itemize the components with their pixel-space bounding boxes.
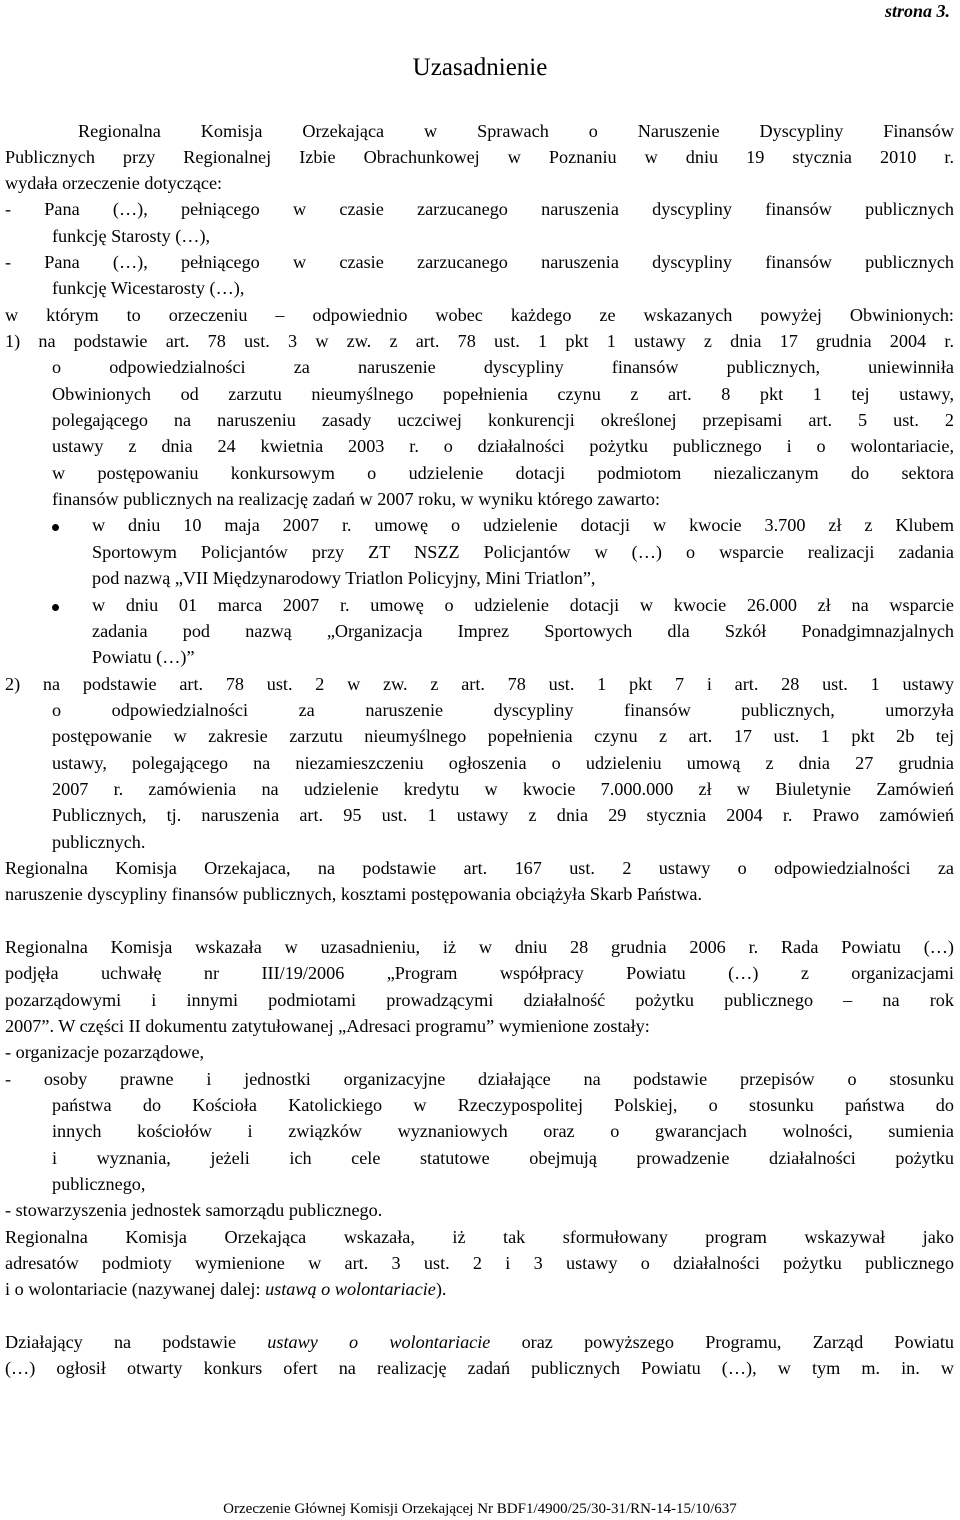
text-line: pod nazwą „VII Międzynarodowy Triatlon Policyjny, Mini Triatlon”, (92, 568, 596, 588)
text-line: - osoby prawne i jednostki organizacyjne działające na podstawie przepisów o stosunku (5, 1069, 954, 1089)
text-line: funkcję Starosty (…), (52, 226, 211, 246)
document-title: Uzasadnienie (412, 54, 548, 81)
text-line: Obwinionych od zarzutu nieumyślnego popełnienia czynu z art. 8 pkt 1 tej ustawy, (52, 384, 954, 404)
text-line: i o wolontariacie (nazywanej dalej: ustawą o wolontariacie). (5, 1279, 447, 1299)
text-line: (…) ogłosił otwarty konkurs ofert na realizację zadań publicznych Powiatu (…), w tym m. in. w (5, 1358, 954, 1378)
text-line: publicznych. (52, 832, 146, 852)
text-line: publicznego, (52, 1174, 146, 1194)
text-line: Publicznych przy Regionalnej Izbie Obrachunkowej w Poznaniu w dniu 19 stycznia 2010 r. (5, 147, 954, 167)
text-line: Regionalna Komisja Orzekająca w Sprawach o Naruszenie Dyscypliny Finansów (78, 121, 954, 141)
bullet-icon (52, 604, 59, 611)
text-line: Publicznych, tj. naruszenia art. 95 ust. 1 ustawy z dnia 29 stycznia 2004 r. Prawo zamówień (52, 805, 954, 825)
text-line: zadania pod nazwą „Organizacja Imprez Sportowych dla Szkół Ponadgimnazjalnych (92, 621, 954, 641)
text-line: i wyznania, jeżeli ich cele statutowe obejmują prowadzenie działalności pożytku (52, 1148, 954, 1168)
text-line: finansów publicznych na realizację zadań w 2007 roku, w wyniku którego zawarto: (52, 489, 661, 509)
bullet-icon (52, 524, 59, 531)
text-line: pozarządowymi i innymi podmiotami prowadzącymi działalność pożytku publicznego – na rok (5, 990, 954, 1010)
text-line: adresatów podmioty wymienione w art. 3 ust. 2 i 3 ustawy o działalności pożytku publicznego (5, 1253, 954, 1273)
text-line: 1) na podstawie art. 78 ust. 3 w zw. z art. 78 ust. 1 pkt 1 ustawy z dnia 17 grudnia 2004 r. (5, 331, 954, 351)
page-number: strona 3. (884, 1, 950, 21)
text-line: 2) na podstawie art. 78 ust. 2 w zw. z art. 78 ust. 1 pkt 7 i art. 28 ust. 1 ustawy (5, 674, 954, 694)
text-line: Regionalna Komisja Orzekajaca, na podstawie art. 167 ust. 2 ustawy o odpowiedzialności za (5, 858, 954, 878)
text-line: Regionalna Komisja Orzekająca wskazała, iż tak sformułowany program wskazywał jako (5, 1227, 954, 1247)
text-line: - Pana (…), pełniącego w czasie zarzucanego naruszenia dyscypliny finansów publicznych (5, 199, 954, 219)
text-line: 2007”. W części II dokumentu zatytułowanej „Adresaci programu” wymienione zostały: (5, 1016, 650, 1036)
text-line: wydała orzeczenie dotyczące: (5, 173, 223, 193)
text-line: Sportowym Policjantów przy ZT NSZZ Policjantów w (…) o wsparcie realizacji zadania (92, 542, 954, 562)
text-line: naruszenie dyscypliny finansów publicznych, kosztami postępowania obciążyła Skarb Państwa. (5, 884, 703, 904)
text-line: polegającego na naruszeniu zasady uczciwej konkurencji określonej przepisami art. 5 ust. 2 (52, 410, 954, 430)
text-line: o odpowiedzialności za naruszenie dyscypliny finansów publicznych, umorzyła (52, 700, 954, 720)
text-line: Regionalna Komisja wskazała w uzasadnieniu, iż w dniu 28 grudnia 2006 r. Rada Powiatu (…) (5, 937, 954, 957)
text-line: ustawy z dnia 24 kwietnia 2003 r. o działalności pożytku publicznego i o wolontariacie, (52, 436, 954, 456)
text-line: - organizacje pozarządowe, (5, 1042, 205, 1062)
text-line: w dniu 10 maja 2007 r. umowę o udzielenie dotacji w kwocie 3.700 zł z Klubem (92, 515, 954, 535)
text-line: postępowanie w zakresie zarzutu nieumyślnego popełnienia czynu z art. 17 ust. 1 pkt 2b tej (52, 726, 954, 746)
text-line: podjęła uchwałę nr III/19/2006 „Program współpracy Powiatu (…) z organizacjami (5, 963, 954, 983)
text-line: Działający na podstawie ustawy o wolontariacie oraz powyższego Programu, Zarząd Powiatu (5, 1332, 954, 1352)
text-line: państwa do Kościoła Katolickiego w Rzeczypospolitej Polskiej, o stosunku państwa do (52, 1095, 954, 1115)
text-line: 2007 r. zamówienia na udzielenie kredytu w kwocie 7.000.000 zł w Biuletynie Zamówień (52, 779, 954, 799)
text-line: w dniu 01 marca 2007 r. umowę o udzielenie dotacji w kwocie 26.000 zł na wsparcie (92, 595, 954, 615)
text-line: - stowarzyszenia jednostek samorządu publicznego. (5, 1200, 383, 1220)
text-line: w postępowaniu konkursowym o udzielenie dotacji podmiotom niezaliczanym do sektora (52, 463, 954, 483)
text-line: innych kościołów i związków wyznaniowych oraz o gwarancjach wolności, sumienia (52, 1121, 954, 1141)
document-footer: Orzeczenie Głównej Komisji Orzekającej Nr BDF1/4900/25/30-31/RN-14-15/10/637 (223, 1501, 737, 1517)
text-line: ustawy, polegającego na niezamieszczeniu ogłoszenia o udzieleniu umową z dnia 27 grudnia (52, 753, 954, 773)
text-line: w którym to orzeczeniu – odpowiednio wobec każdego ze wskazanych powyżej Obwinionych: (5, 305, 954, 325)
text-line: o odpowiedzialności za naruszenie dyscypliny finansów publicznych, uniewinniła (52, 357, 954, 377)
text-line: Powiatu (…)” (92, 647, 195, 667)
text-line: funkcję Wicestarosty (…), (52, 278, 245, 298)
text-line: - Pana (…), pełniącego w czasie zarzucanego naruszenia dyscypliny finansów publicznych (5, 252, 954, 272)
